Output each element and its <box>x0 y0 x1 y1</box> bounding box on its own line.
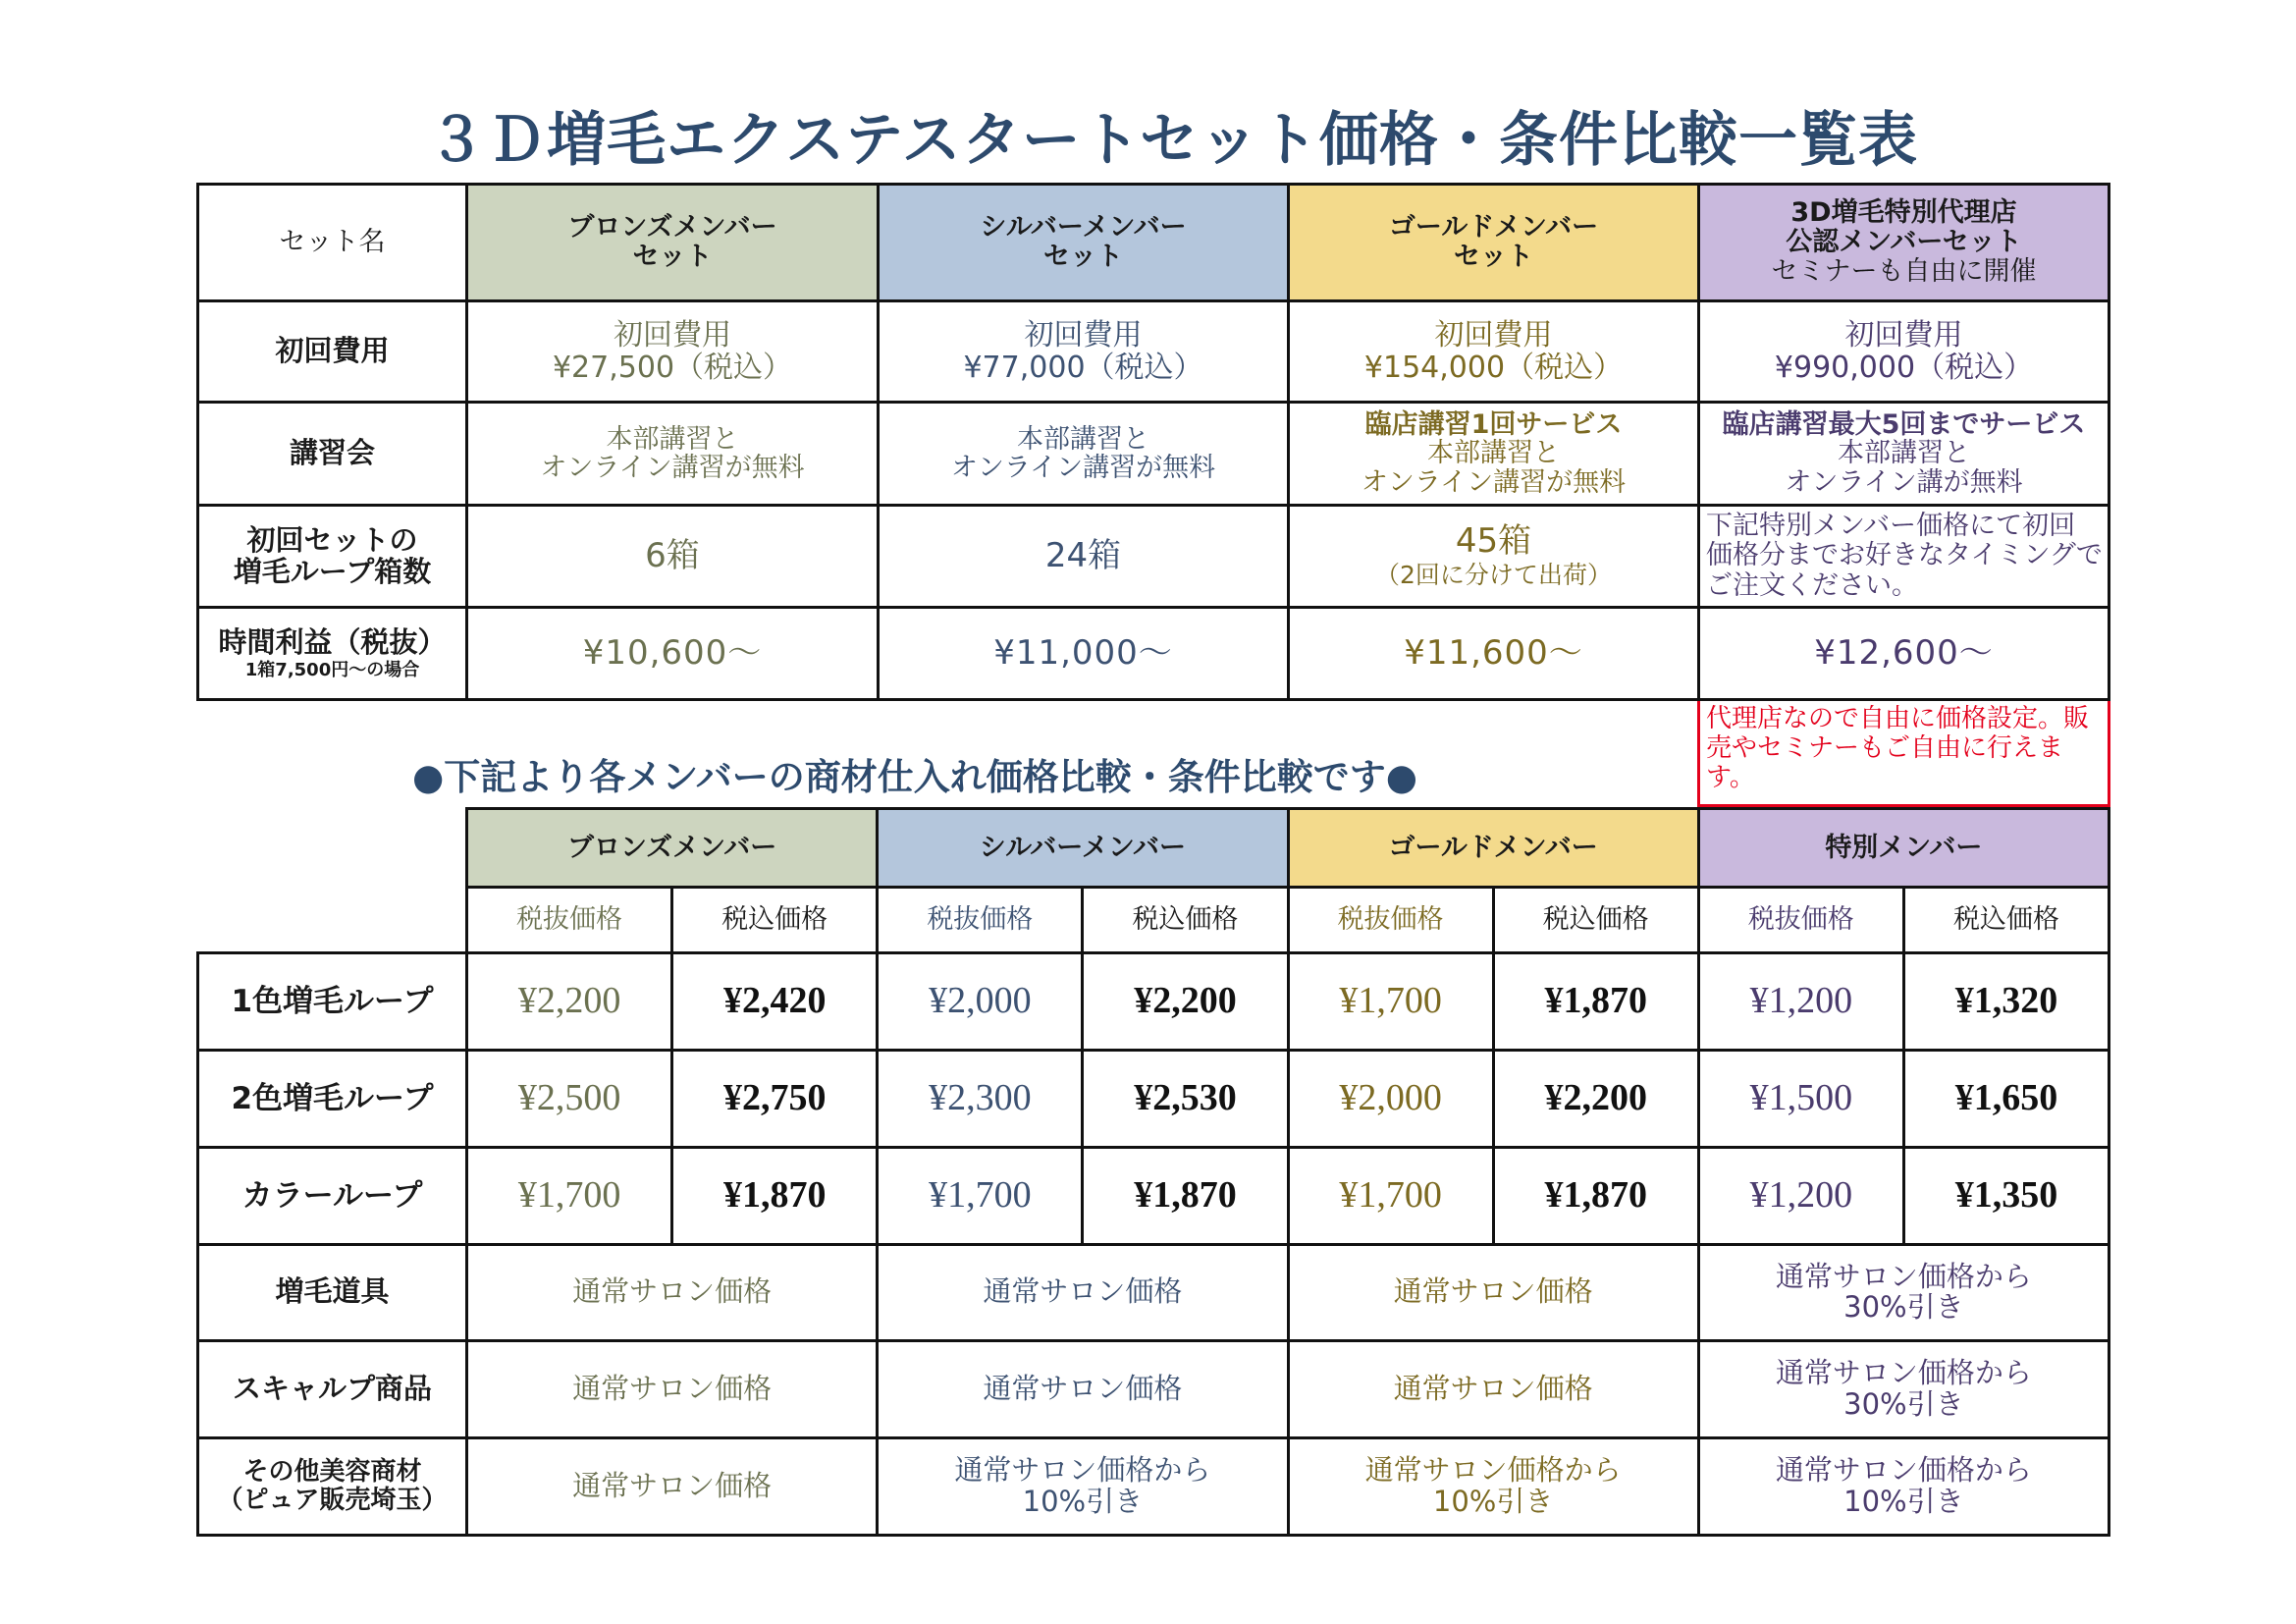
silver-set-header <box>880 186 1287 299</box>
special-excl-price <box>1700 1052 1902 1146</box>
product-name: カラーループ <box>241 1177 423 1214</box>
price-value: ¥2,000 <box>929 980 1032 1022</box>
condition-discount: 10%引き <box>1432 1485 1554 1519</box>
price-value: ¥2,000 <box>1339 1076 1442 1118</box>
price-value: ¥1,500 <box>1749 1076 1853 1118</box>
incl-tax-label: 税込価格 <box>1542 904 1649 936</box>
silver-excl-price <box>879 1052 1081 1146</box>
bronze-initial-cost-caption: 初回費用 <box>614 318 731 352</box>
special-seminar-line: オンライン講が無料 <box>1785 466 2023 498</box>
special-excl-price <box>1700 954 1902 1049</box>
bronze-incl-price <box>673 1052 876 1146</box>
gold-condition <box>1290 1246 1697 1340</box>
bronze-set-subtitle: セット <box>632 242 713 272</box>
special-member-header <box>1700 810 2108 886</box>
special-incl-tax-header <box>1905 889 2108 951</box>
gold-excl-price <box>1290 1052 1492 1146</box>
bronze-excl-price <box>468 1149 670 1243</box>
incl-tax-label: 税込価格 <box>721 904 828 936</box>
price-value: ¥1,700 <box>1339 1173 1442 1216</box>
gold-initial-cost-caption: 初回費用 <box>1434 318 1553 352</box>
price-table-header <box>465 807 2110 951</box>
condition-value: 通常サロン価格 <box>983 1274 1183 1309</box>
condition-value: 通常サロン価格から <box>1775 1259 2032 1293</box>
price-value: ¥2,200 <box>1134 980 1237 1022</box>
gold-incl-price <box>1495 954 1697 1049</box>
excl-tax-label: 税抜価格 <box>927 904 1034 936</box>
price-value: ¥2,500 <box>517 1076 621 1118</box>
bronze-condition <box>468 1439 876 1534</box>
gold-condition <box>1290 1439 1697 1534</box>
gold-seminar-highlight: 臨店講習1回サービス <box>1364 409 1623 441</box>
price-value: ¥1,200 <box>1749 980 1853 1022</box>
condition-discount: 30%引き <box>1843 1387 1964 1422</box>
price-value: ¥2,200 <box>517 980 621 1022</box>
silver-incl-price <box>1084 1052 1286 1146</box>
condition-value: 通常サロン価格から <box>1775 1453 2032 1488</box>
condition-label-cell <box>199 1246 465 1340</box>
special-excl-tax-header <box>1700 889 1902 951</box>
price-value: ¥1,200 <box>1749 1173 1853 1216</box>
special-set-subtitle: 公認メンバーセット <box>1786 227 2022 258</box>
hourly-profit-label-cell <box>199 609 465 698</box>
bronze-initial-cost-value: ¥27,500（税込） <box>552 351 793 385</box>
condition-discount: 30%引き <box>1843 1290 1964 1325</box>
silver-condition <box>879 1246 1286 1340</box>
bronze-seminar-line: オンライン講習が無料 <box>540 453 805 483</box>
gold-incl-tax-header <box>1495 889 1697 951</box>
silver-seminar-line: オンライン講習が無料 <box>950 453 1216 483</box>
gold-initial-cost-value: ¥154,000（税込） <box>1363 351 1624 385</box>
excl-tax-label: 税抜価格 <box>1747 904 1854 936</box>
bronze-excl-tax-header <box>468 889 670 951</box>
special-set-title: 3D増毛特別代理店 <box>1790 197 2017 229</box>
special-hourly-profit <box>1700 609 2108 698</box>
silver-member-label: シルバーメンバー <box>979 832 1186 863</box>
product-label-cell <box>199 954 465 1049</box>
silver-hourly-profit-value: ¥11,000～ <box>993 632 1173 673</box>
silver-seminar <box>880 404 1287 504</box>
bronze-seminar <box>468 404 877 504</box>
set-name-label: セット名 <box>279 227 386 258</box>
gold-set-header <box>1290 186 1697 299</box>
price-value: ¥1,700 <box>929 1173 1032 1216</box>
price-value: ¥2,750 <box>722 1076 827 1118</box>
product-name: 1色増毛ループ <box>231 983 434 1019</box>
initial-boxes-label-line: 初回セットの <box>246 522 418 557</box>
silver-set-title: シルバーメンバー <box>980 212 1187 244</box>
special-member-note-line: 売やセミナーもご自由に行えま <box>1706 732 2064 763</box>
gold-condition <box>1290 1342 1697 1436</box>
bronze-hourly-profit <box>468 609 877 698</box>
special-member-note <box>1697 701 2110 807</box>
bronze-condition <box>468 1246 876 1340</box>
bronze-initial-cost <box>468 302 877 401</box>
bronze-seminar-line: 本部講習と <box>606 423 739 455</box>
special-incl-price <box>1905 954 2108 1049</box>
special-set-header <box>1700 186 2108 299</box>
hourly-profit-sublabel: 1箱7,500円～の場合 <box>244 659 420 680</box>
silver-seminar-line: 本部講習と <box>1017 423 1149 455</box>
price-value: ¥2,200 <box>1544 1076 1647 1118</box>
special-condition <box>1700 1342 2108 1436</box>
gold-excl-tax-header <box>1290 889 1492 951</box>
excl-tax-label: 税抜価格 <box>516 904 623 936</box>
condition-discount: 10%引き <box>1843 1485 1964 1519</box>
gold-set-subtitle: セット <box>1454 242 1533 272</box>
gold-incl-price <box>1495 1149 1697 1243</box>
bronze-hourly-profit-value: ¥10,600～ <box>582 632 763 673</box>
gold-seminar-line: オンライン講習が無料 <box>1361 466 1627 498</box>
condition-value: 通常サロン価格 <box>983 1372 1183 1406</box>
silver-initial-boxes-value: 24箱 <box>1044 535 1122 575</box>
silver-set-subtitle: セット <box>1043 242 1123 272</box>
set-comparison-table <box>196 183 2110 701</box>
gold-incl-price <box>1495 1052 1697 1146</box>
special-seminar <box>1700 404 2108 504</box>
condition-value: 通常サロン価格から <box>1364 1453 1622 1488</box>
condition-value: 通常サロン価格から <box>1775 1356 2032 1390</box>
price-value: ¥1,350 <box>1954 1173 2058 1216</box>
product-name: 2色増毛ループ <box>231 1080 434 1116</box>
condition-label-cell <box>199 1342 465 1436</box>
special-condition <box>1700 1439 2108 1534</box>
special-member-note-line: 代理店なので自由に価格設定。販 <box>1706 704 2090 733</box>
silver-condition <box>879 1342 1286 1436</box>
bronze-incl-tax-header <box>673 889 876 951</box>
special-initial-cost-caption: 初回費用 <box>1844 318 1963 352</box>
special-initial-cost-value: ¥990,000（税込） <box>1774 351 2034 385</box>
special-initial-boxes-line: ご注文ください。 <box>1706 569 1918 601</box>
initial-cost-label: 初回費用 <box>275 334 390 368</box>
initial-boxes-label-cell <box>199 507 465 606</box>
hourly-profit-label: 時間利益（税抜） <box>218 624 447 659</box>
special-excl-price <box>1700 1149 1902 1243</box>
special-seminar-line: 本部講習と <box>1838 438 1970 469</box>
price-value: ¥1,870 <box>1544 980 1647 1022</box>
initial-cost-label-cell <box>199 302 465 401</box>
excl-tax-label: 税抜価格 <box>1337 904 1444 936</box>
price-value: ¥1,700 <box>517 1173 621 1216</box>
silver-excl-price <box>879 954 1081 1049</box>
condition-discount: 10%引き <box>1022 1485 1144 1519</box>
silver-initial-cost <box>880 302 1287 401</box>
bronze-incl-price <box>673 1149 876 1243</box>
special-initial-boxes <box>1700 507 2108 606</box>
condition-value: 通常サロン価格 <box>1393 1274 1593 1309</box>
silver-excl-price <box>879 1149 1081 1243</box>
condition-value: 通常サロン価格 <box>572 1372 773 1406</box>
bronze-excl-price <box>468 1052 670 1146</box>
silver-incl-tax-header <box>1084 889 1286 951</box>
special-incl-price <box>1905 1052 2108 1146</box>
price-value: ¥1,870 <box>722 1173 827 1216</box>
bronze-member-header <box>468 810 876 886</box>
price-value: ¥1,650 <box>1954 1076 2058 1118</box>
silver-incl-price <box>1084 1149 1286 1243</box>
gold-seminar <box>1290 404 1697 504</box>
silver-hourly-profit <box>880 609 1287 698</box>
price-value: ¥2,420 <box>722 980 827 1022</box>
page-title: ３Ｄ増毛エクステスタートセット価格・条件比較一覧表 <box>427 106 1918 175</box>
gold-initial-boxes <box>1290 507 1697 606</box>
price-value: ¥1,320 <box>1954 980 2058 1022</box>
condition-value: 通常サロン価格 <box>572 1274 773 1309</box>
silver-initial-cost-value: ¥77,000（税込） <box>963 351 1203 385</box>
silver-member-header <box>879 810 1286 886</box>
silver-initial-cost-caption: 初回費用 <box>1024 318 1143 352</box>
gold-set-title: ゴールドメンバー <box>1388 212 1599 244</box>
bronze-excl-price <box>468 954 670 1049</box>
bronze-member-label: ブロンズメンバー <box>566 832 777 863</box>
incl-tax-label: 税込価格 <box>1952 904 2059 936</box>
condition-name: その他美容商材 <box>242 1457 422 1488</box>
silver-condition <box>879 1439 1286 1534</box>
silver-incl-price <box>1084 954 1286 1049</box>
condition-name: スキャルプ商品 <box>232 1372 432 1406</box>
silver-initial-boxes <box>880 507 1287 606</box>
price-comparison-subheading: ●下記より各メンバーの商材仕入れ価格比較・条件比較です● <box>412 756 1417 798</box>
gold-hourly-profit <box>1290 609 1697 698</box>
bronze-incl-price <box>673 954 876 1049</box>
price-value: ¥1,870 <box>1134 1173 1237 1216</box>
gold-member-header <box>1290 810 1697 886</box>
condition-value: 通常サロン価格 <box>572 1469 773 1503</box>
condition-value: 通常サロン価格 <box>1393 1372 1593 1406</box>
bronze-initial-boxes <box>468 507 877 606</box>
condition-value: 通常サロン価格から <box>954 1453 1211 1488</box>
gold-excl-price <box>1290 1149 1492 1243</box>
gold-seminar-line: 本部講習と <box>1427 438 1560 469</box>
condition-label-cell <box>199 1439 465 1534</box>
gold-initial-boxes-note: （2回に分けて出荷） <box>1375 561 1612 590</box>
special-initial-cost <box>1700 302 2108 401</box>
special-seminar-highlight: 臨店講習最大5回までサービス <box>1722 409 2086 441</box>
product-label-cell <box>199 1052 465 1146</box>
price-value: ¥2,300 <box>929 1076 1032 1118</box>
special-incl-price <box>1905 1149 2108 1243</box>
bronze-set-header <box>468 186 877 299</box>
price-value: ¥1,870 <box>1544 1173 1647 1216</box>
silver-excl-tax-header <box>879 889 1081 951</box>
product-label-cell <box>199 1149 465 1243</box>
gold-hourly-profit-value: ¥11,600～ <box>1404 632 1583 673</box>
price-value: ¥1,700 <box>1339 980 1442 1022</box>
seminar-label-cell <box>199 404 465 504</box>
special-hourly-profit-value: ¥12,600～ <box>1814 632 1994 673</box>
special-initial-boxes-line: 下記特別メンバー価格にて初回 <box>1706 511 2076 542</box>
special-set-note: セミナーも自由に開催 <box>1771 255 2037 287</box>
seminar-label: 講習会 <box>289 436 375 470</box>
special-member-label: 特別メンバー <box>1825 832 1983 863</box>
condition-name: 増毛道具 <box>275 1274 390 1309</box>
incl-tax-label: 税込価格 <box>1132 904 1239 936</box>
price-value: ¥2,530 <box>1134 1076 1237 1118</box>
price-table-body <box>196 951 2110 1537</box>
gold-excl-price <box>1290 954 1492 1049</box>
bronze-set-title: ブロンズメンバー <box>567 212 777 244</box>
special-initial-boxes-line: 価格分までお好きなタイミングで <box>1706 540 2103 571</box>
special-member-note-line: す。 <box>1706 762 1755 792</box>
special-condition <box>1700 1246 2108 1340</box>
gold-initial-boxes-value: 45箱 <box>1455 521 1532 562</box>
bronze-initial-boxes-value: 6箱 <box>645 535 700 575</box>
condition-name-note: （ピュア販売埼玉） <box>217 1486 448 1516</box>
gold-initial-cost <box>1290 302 1697 401</box>
gold-member-label: ゴールドメンバー <box>1388 832 1598 863</box>
bronze-condition <box>468 1342 876 1436</box>
initial-boxes-label-line: 増毛ループ箱数 <box>233 554 432 588</box>
set-name-header-cell <box>199 186 465 299</box>
